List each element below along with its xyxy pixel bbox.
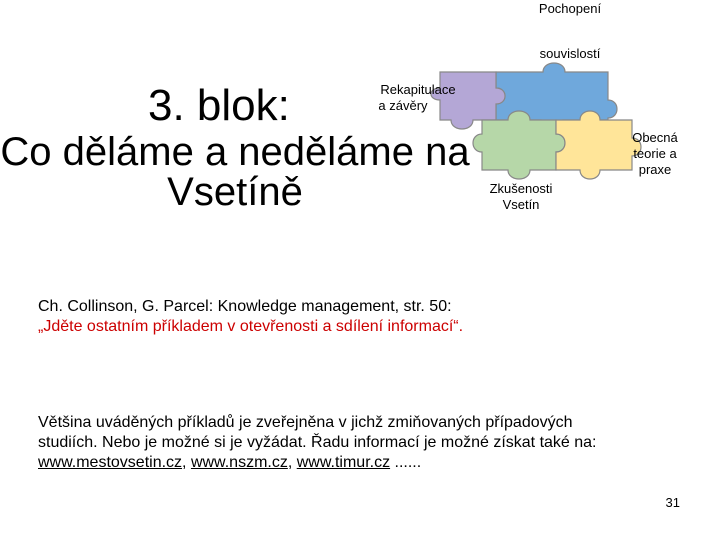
puzzle-label-obecna-2: teorie a	[633, 146, 677, 161]
citation-source: Ch. Collinson, G. Parcel: Knowledge management, str. 50:	[38, 298, 452, 315]
page-number: 31	[665, 495, 680, 510]
link-separator-2: ,	[287, 454, 297, 471]
puzzle-label-obecna-1: Obecná	[632, 130, 678, 145]
puzzle-label-obecna-3: praxe	[638, 162, 672, 177]
puzzle-label-pochopeni-1: Pochopení	[538, 1, 602, 16]
link-nszm[interactable]: www.nszm.cz	[190, 454, 288, 471]
puzzle-piece-yellow	[556, 111, 641, 179]
links-line	[38, 453, 698, 473]
puzzle-label-pochopeni-2: souvislostí	[539, 46, 601, 61]
body-line-2: studiích. Nebo je možné si je vyžádat. Řadu informací je možné získat také na:	[38, 434, 597, 451]
body-line-1: Většina uváděných příkladů je zveřejněna v jichž zmiňovaných případových	[38, 414, 573, 431]
link-mestovsetin[interactable]: www.mestovsetin.cz	[38, 454, 183, 471]
link-separator-1: ,	[182, 454, 191, 471]
slide-title-line1: 3. blok:	[148, 81, 290, 130]
puzzle-label-zkusenosti-2: Vsetín	[502, 197, 540, 212]
citation-block	[38, 297, 463, 337]
link-timur[interactable]: www.timur.cz	[296, 454, 391, 471]
puzzle-label-rekapitulace-2: a závěry	[378, 98, 428, 113]
links-ellipsis: ......	[390, 454, 422, 471]
puzzle-label-zkusenosti-1: Zkušenosti	[489, 181, 553, 196]
slide-title-line2: Co děláme a neděláme na Vsetíně	[0, 130, 470, 214]
citation-quote: „Jděte ostatním příkladem v otevřenosti a sdílení informací“.	[38, 318, 464, 335]
puzzle-piece-green	[473, 111, 565, 179]
body-text	[38, 413, 698, 473]
puzzle-label-rekapitulace-1: Rekapitulace	[380, 82, 456, 97]
